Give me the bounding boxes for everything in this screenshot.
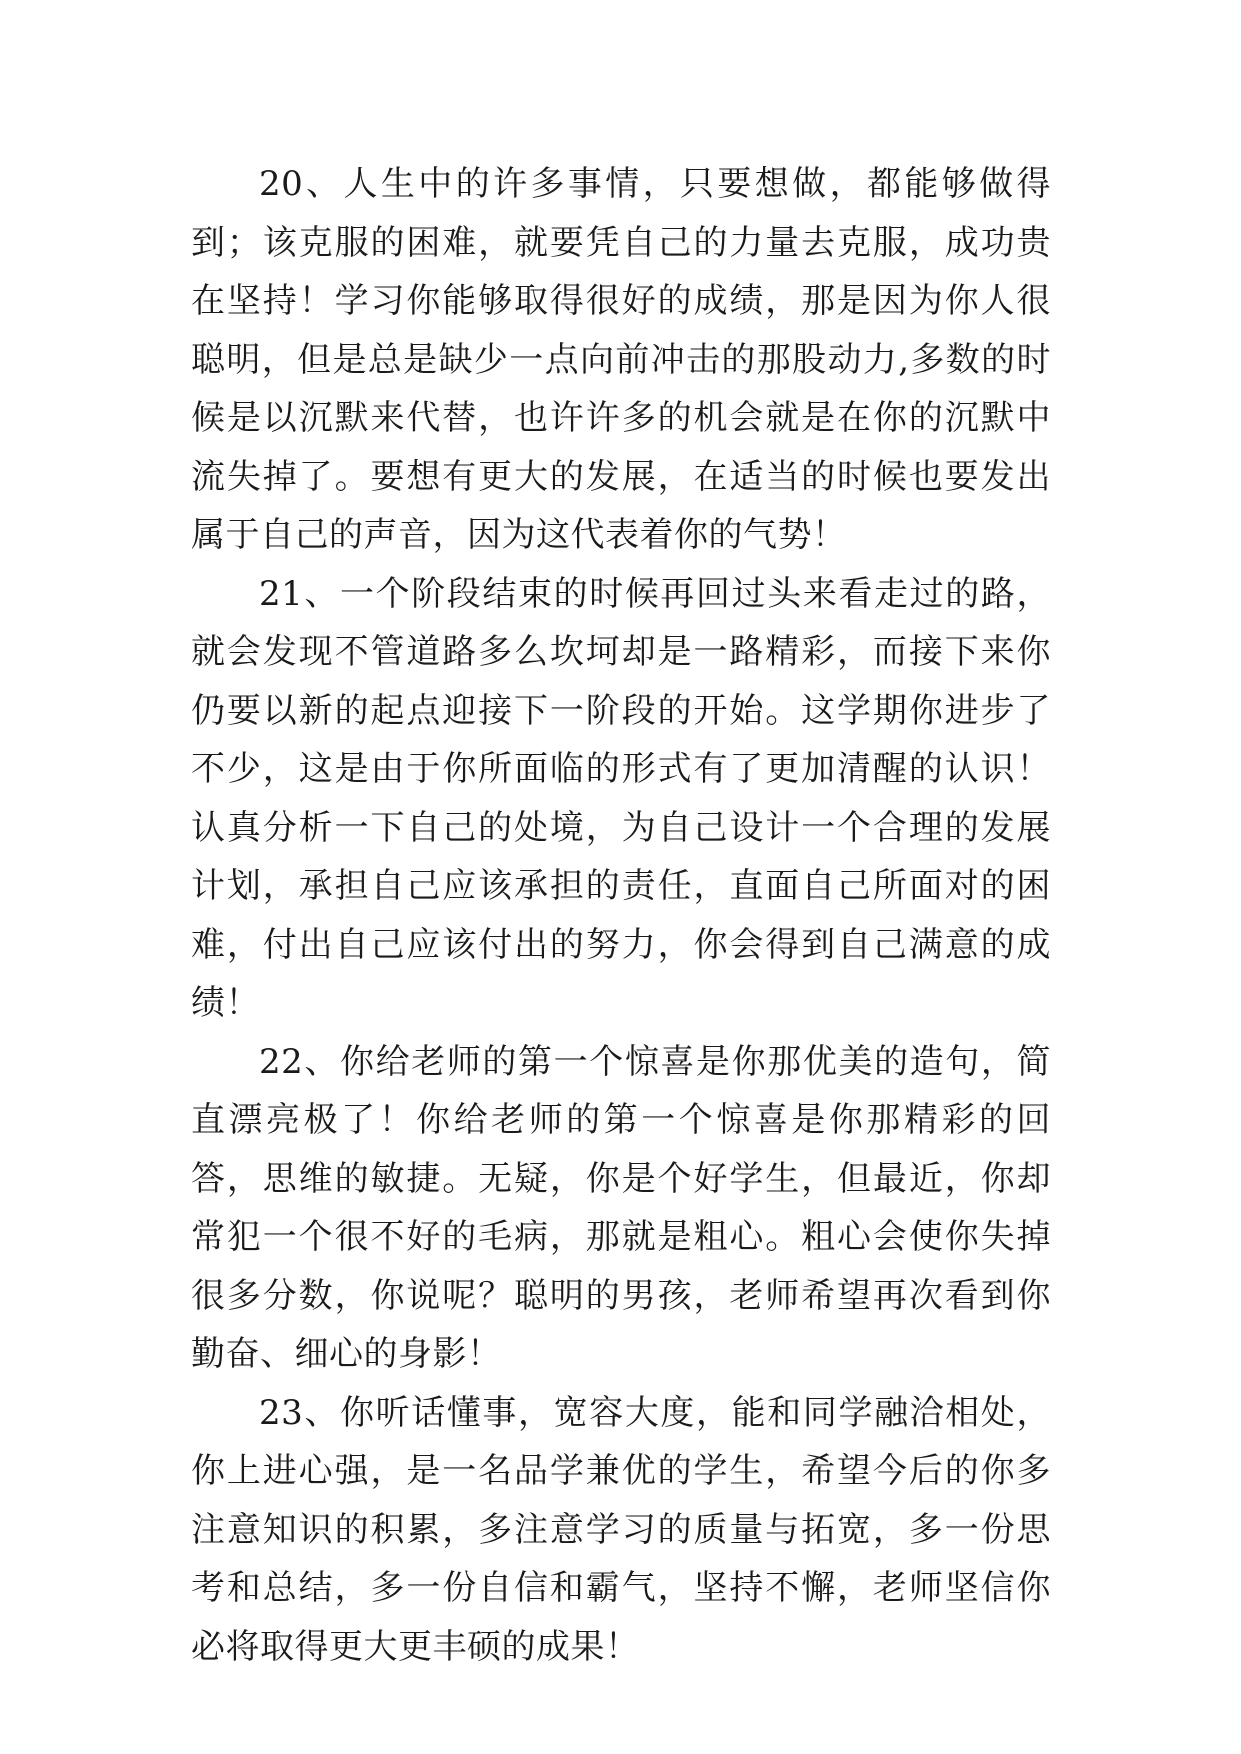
- comment-paragraph-23: 23、你听话懂事，宽容大度，能和同学融洽相处，你上进心强，是一名品学兼优的学生，希望今后的你多注意知识的积累，多注意学习的质量与拓宽，多一份思考和总结，多一份自信和霸气，坚持不懈，老师坚信你必将取得更大更丰硕的成果！: [191, 1392, 1051, 1667]
- document-body: [191, 155, 1051, 1676]
- comment-paragraph-21: 21、一个阶段结束的时候再回过头来看走过的路，就会发现不管道路多么坎坷却是一路精彩，而接下来你仍要以新的起点迎接下一阶段的开始。这学期你进步了不少，这是由于你所面临的形式有了更加清醒的认识！认真分析一下自己的处境，为自己设计一个合理的发展计划，承担自己应该承担的责任，直面自己所面对的困难，付出自己应该付出的努力，你会得到自己满意的成绩！: [191, 573, 1051, 1023]
- comment-paragraph-22: 22、你给老师的第一个惊喜是你那优美的造句，简直漂亮极了！你给老师的第一个惊喜是你那精彩的回答，思维的敏捷。无疑，你是个好学生，但最近，你却常犯一个很不好的毛病，那就是粗心。粗心会使你失掉很多分数，你说呢？聪明的男孩，老师希望再次看到你勤奋、细心的身影！: [191, 1041, 1051, 1374]
- comment-paragraph-20: 20、人生中的许多事情，只要想做，都能够做得到；该克服的困难，就要凭自己的力量去克服，成功贵在坚持！学习你能够取得很好的成绩，那是因为你人很聪明，但是总是缺少一点向前冲击的那股动力,多数的时候是以沉默来代替，也许许多的机会就是在你的沉默中流失掉了。要想有更大的发展，在适当的时候也要发出属于自己的声音，因为这代表着你的气势！: [191, 164, 1051, 555]
